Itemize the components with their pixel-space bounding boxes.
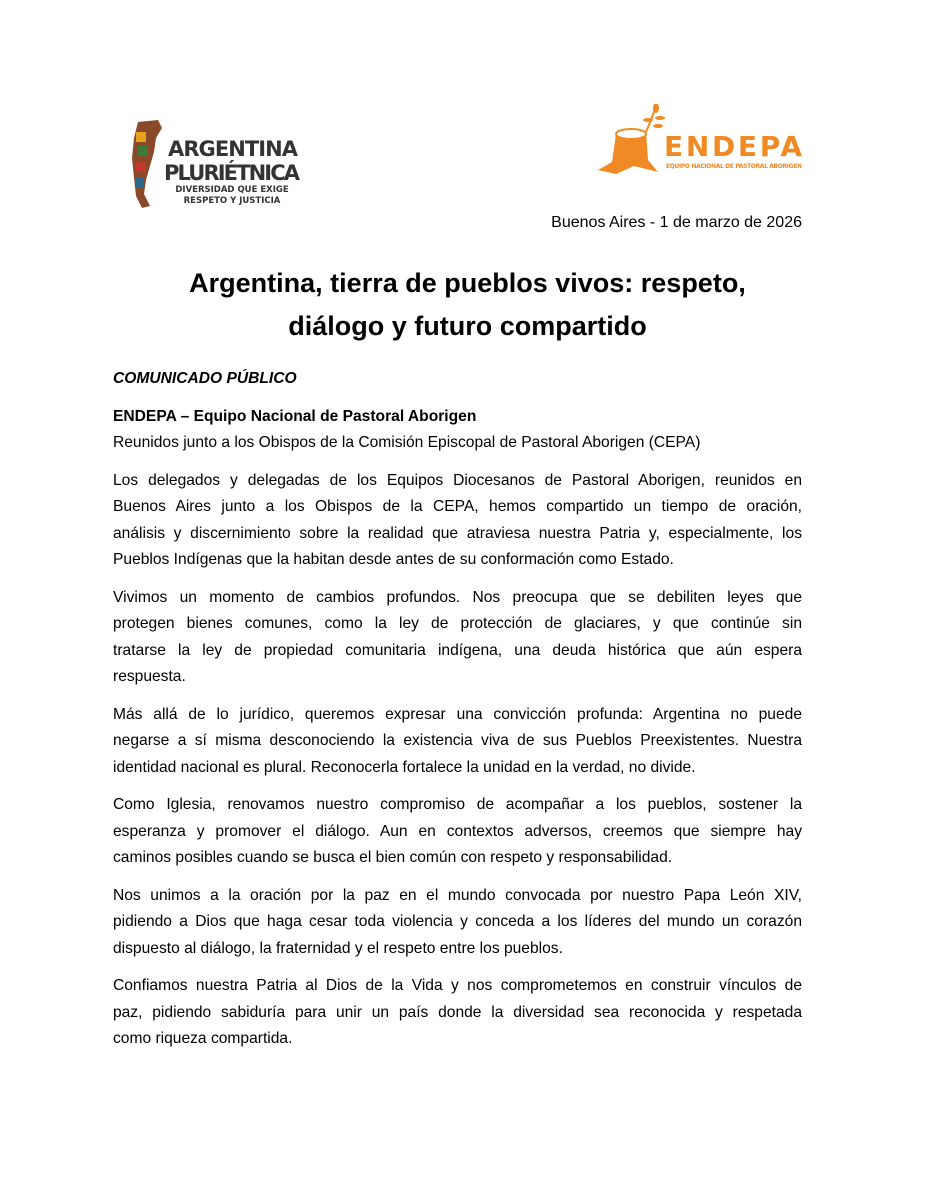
communique-label-block — [113, 366, 802, 393]
paragraph-line: negarse a sí misma desconociendo la existencia viva de sus Pueblos Preexistentes. Nuestra — [113, 732, 802, 749]
paragraph-line: Pueblos Indígenas que la habitan desde antes de su conformación como Estado. — [113, 551, 674, 568]
meeting-subtitle: Reunidos junto a los Obispos de la Comisión Episcopal de Pastoral Aborigen (CEPA) — [113, 434, 701, 451]
paragraph-line: pidiendo a Dios que haga cesar toda violencia y conceda a los líderes del mundo un corazón — [113, 913, 802, 930]
body-paragraph — [113, 883, 802, 963]
paragraph-line: análisis y discernimiento sobre la realidad que atraviesa nuestra Patria y, especialmente, los — [113, 524, 802, 542]
document-body — [113, 366, 802, 1064]
svg-text:ARGENTINA: ARGENTINA — [168, 137, 298, 161]
paragraph-line: esperanza y promover el diálogo. Aun en contextos adversos, creemos que siempre hay — [113, 822, 802, 840]
body-paragraph — [113, 973, 802, 1053]
paragraph-line: paz, pidiendo sabiduría para unir un país donde la diversidad sea reconocida y respetada — [113, 1003, 802, 1021]
paragraph-line: como riqueza compartida. — [113, 1030, 293, 1047]
title-line: Argentina, tierra de pueblos vivos: respeto, — [189, 268, 746, 298]
tree-stump-icon — [594, 104, 806, 176]
svg-text:RESPETO Y JUSTICIA: RESPETO Y JUSTICIA — [183, 196, 281, 206]
org-block — [113, 404, 802, 457]
document-title — [100, 262, 835, 348]
body-paragraph — [113, 792, 802, 872]
body-paragraph — [113, 702, 802, 782]
body-paragraph — [113, 468, 802, 574]
svg-text:ENDEPA: ENDEPA — [664, 130, 802, 163]
argentina-map-icon — [128, 118, 303, 210]
paragraph-line: Los delegados y delegadas de los Equipos Diocesanos de Pastoral Aborigen, reunidos en — [113, 471, 802, 489]
paragraph-line: Vivimos un momento de cambios profundos. Nos preocupa que se debiliten leyes que — [113, 588, 802, 606]
paragraph-line: identidad nacional es plural. Reconocerla fortalece la unidad en la verdad, no divide. — [113, 758, 696, 776]
paragraph-line: protegen bienes comunes, como la ley de protección de glaciares, y que continúe sin — [113, 615, 802, 632]
svg-text:DIVERSIDAD QUE EXIGE: DIVERSIDAD QUE EXIGE — [175, 185, 289, 195]
document-date: Buenos Aires - 1 de marzo de 2026 — [551, 214, 802, 231]
paragraph-line: Buenos Aires junto a los Obispos de la CEPA, hemos compartido un tiempo de oración, — [113, 498, 802, 515]
paragraph-line: Como Iglesia, renovamos nuestro compromiso de acompañar a los pueblos, sostener la — [113, 796, 802, 813]
paragraph-line: caminos posibles cuando se busca el bien común con respeto y responsabilidad. — [113, 849, 673, 866]
paragraph-line: Confiamos nuestra Patria al Dios de la Vida y nos comprometemos en construir vínculos de — [113, 977, 802, 994]
argentina-plurietnica-logo — [128, 118, 303, 210]
svg-text:PLURIÉTNICA: PLURIÉTNICA — [164, 161, 300, 185]
organization-name: ENDEPA – Equipo Nacional de Pastoral Aborigen — [113, 407, 477, 425]
paragraph-line: tratarse la ley de propiedad comunitaria indígena, una deuda histórica que aún espera — [113, 641, 802, 659]
paragraph-line: dispuesto al diálogo, la fraternidad y el respeto entre los pueblos. — [113, 939, 563, 957]
paragraph-line: respuesta. — [113, 668, 186, 685]
paragraph-line: Más allá de lo jurídico, queremos expresar una convicción profunda: Argentina no puede — [113, 705, 802, 723]
communique-label: COMUNICADO PÚBLICO — [113, 370, 297, 387]
endepa-logo — [594, 104, 806, 176]
body-paragraph — [113, 585, 802, 691]
svg-text:EQUIPO NACIONAL DE PASTORAL AB: EQUIPO NACIONAL DE PASTORAL ABORIGEN — [666, 163, 802, 170]
paragraph-line: Nos unimos a la oración por la paz en el mundo convocada por nuestro Papa León XIV, — [113, 886, 802, 904]
title-line: diálogo y futuro compartido — [288, 311, 647, 341]
